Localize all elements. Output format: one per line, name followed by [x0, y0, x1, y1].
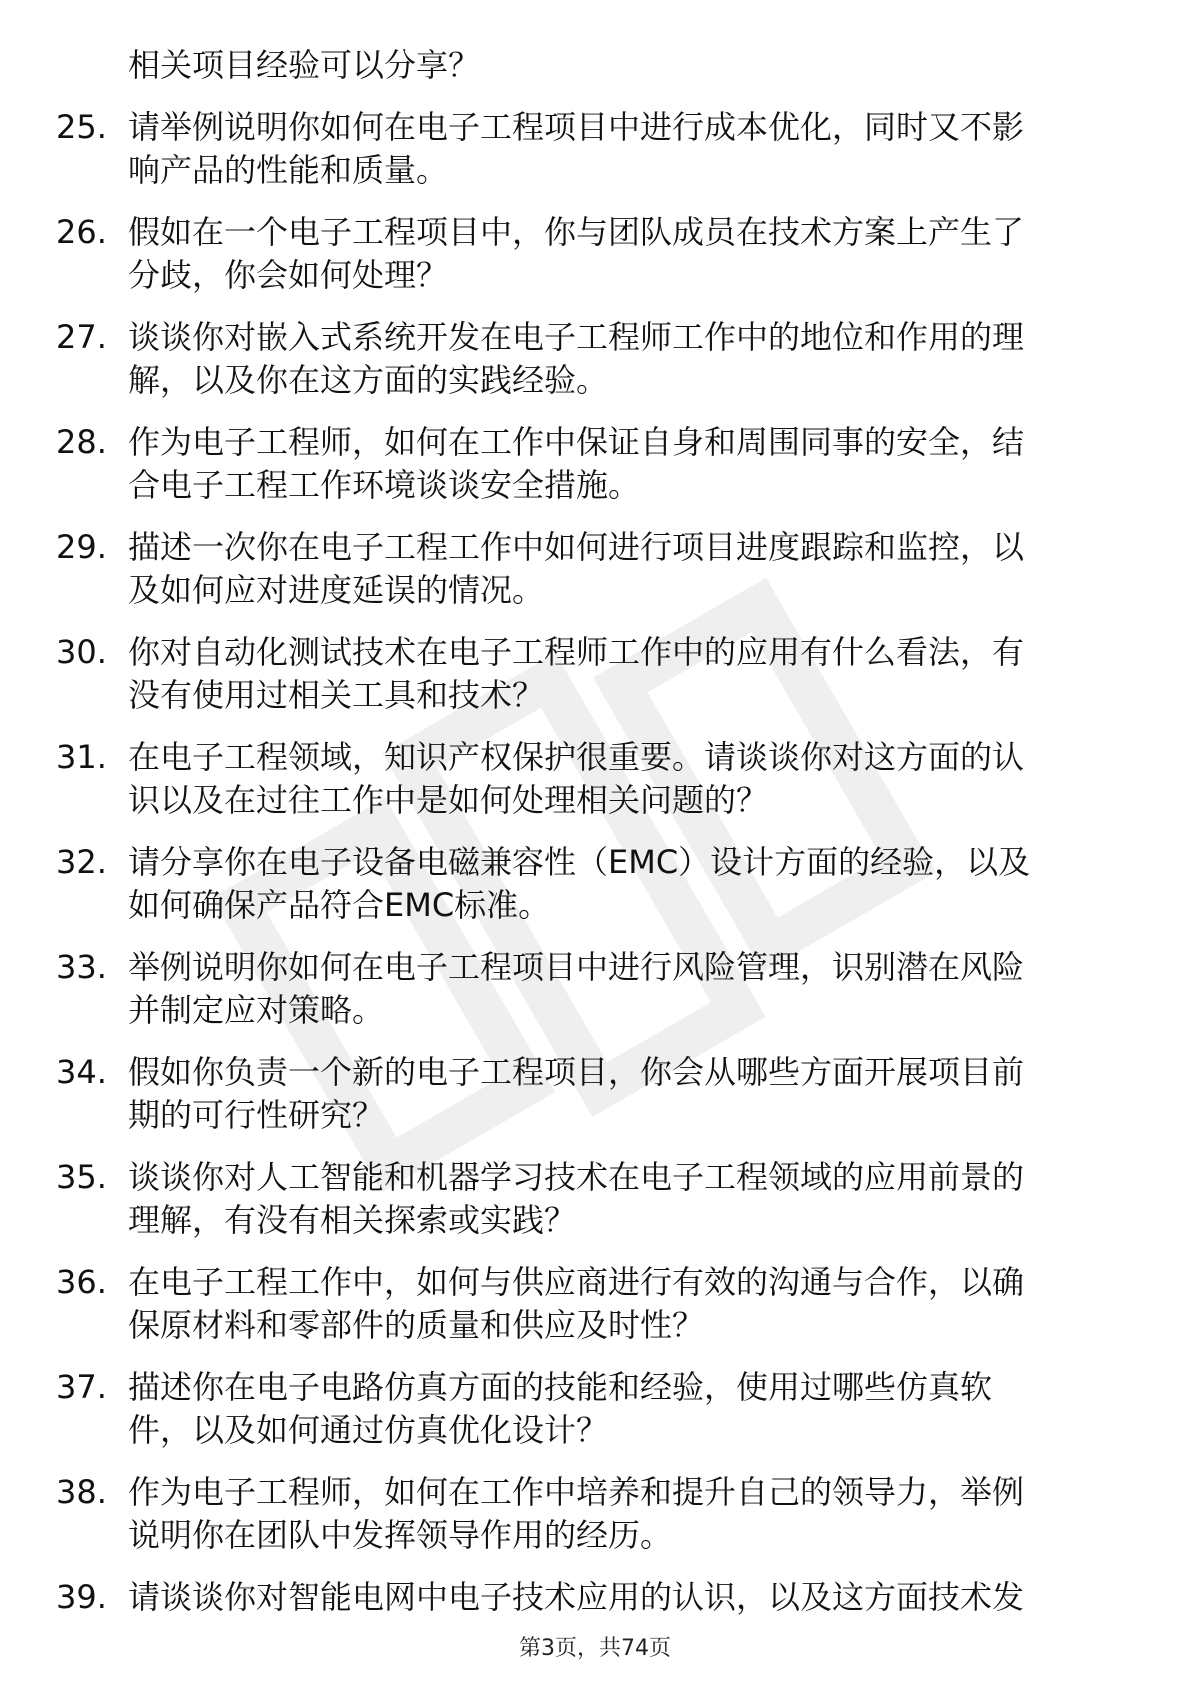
- question-number: 27.: [56, 318, 107, 356]
- question-line: 响产品的性能和质量。: [128, 151, 449, 189]
- question-line: 假如你负责一个新的电子工程项目，你会从哪些方面开展项目前: [128, 1053, 1025, 1091]
- question-number: 34.: [56, 1053, 107, 1091]
- question-number: 36.: [56, 1263, 107, 1301]
- question-line: 分歧，你会如何处理？: [128, 256, 449, 294]
- question-line: 解，以及你在这方面的实践经验。: [128, 361, 609, 399]
- question-line: 件，以及如何通过仿真优化设计？: [128, 1411, 609, 1449]
- list-item: [56, 1471, 1146, 1557]
- question-number: 35.: [56, 1158, 107, 1196]
- question-line: 识以及在过往工作中是如何处理相关问题的？: [128, 781, 769, 819]
- question-text: [128, 736, 1146, 822]
- question-number: 28.: [56, 423, 107, 461]
- question-line: 及如何应对进度延误的情况。: [128, 571, 545, 609]
- question-number: 33.: [56, 948, 107, 986]
- question-number: 25.: [56, 108, 107, 146]
- question-line: 作为电子工程师，如何在工作中培养和提升自己的领导力，举例: [128, 1473, 1025, 1511]
- question-number: 29.: [56, 528, 107, 566]
- question-line: 你对自动化测试技术在电子工程师工作中的应用有什么看法，有: [128, 633, 1025, 671]
- question-text: [128, 316, 1146, 402]
- continuation-line: 相关项目经验可以分享？: [128, 46, 481, 84]
- question-text: [128, 631, 1146, 717]
- question-line: 谈谈你对嵌入式系统开发在电子工程师工作中的地位和作用的理: [128, 318, 1025, 356]
- question-line: 如何确保产品符合EMC标准。: [128, 886, 551, 924]
- question-line: 理解，有没有相关探索或实践？: [128, 1201, 577, 1239]
- list-item: [56, 526, 1146, 612]
- question-line: 没有使用过相关工具和技术？: [128, 676, 545, 714]
- question-line: 请分享你在电子设备电磁兼容性（EMC）设计方面的经验，以及: [128, 843, 1031, 881]
- question-line: 在电子工程工作中，如何与供应商进行有效的沟通与合作，以确: [128, 1263, 1025, 1301]
- question-line: 描述一次你在电子工程工作中如何进行项目进度跟踪和监控，以: [128, 528, 1025, 566]
- question-line: 保原材料和零部件的质量和供应及时性？: [128, 1306, 705, 1344]
- question-line: 请谈谈你对智能电网中电子技术应用的认识，以及这方面技术发: [128, 1578, 1025, 1616]
- list-item: [56, 841, 1146, 927]
- list-item: [56, 1261, 1146, 1347]
- question-line: 并制定应对策略。: [128, 991, 385, 1029]
- list-item: [56, 631, 1146, 717]
- list-item: [56, 1156, 1146, 1242]
- list-item: [56, 736, 1146, 822]
- question-line: 举例说明你如何在电子工程项目中进行风险管理，识别潜在风险: [128, 948, 1025, 986]
- list-item: [56, 1366, 1146, 1452]
- question-line: 在电子工程领域，知识产权保护很重要。请谈谈你对这方面的认: [128, 738, 1025, 776]
- list-item: [56, 946, 1146, 1032]
- question-text: [128, 841, 1146, 927]
- question-text: [128, 1366, 1146, 1452]
- list-item: [56, 1576, 1146, 1619]
- list-item: [56, 316, 1146, 402]
- question-line: 描述你在电子电路仿真方面的技能和经验，使用过哪些仿真软: [128, 1368, 993, 1406]
- question-number: 37.: [56, 1368, 107, 1406]
- question-list: [56, 44, 1146, 1619]
- question-number: 31.: [56, 738, 107, 776]
- question-line: 期的可行性研究？: [128, 1096, 385, 1134]
- question-number: 32.: [56, 843, 107, 881]
- question-text: [128, 526, 1146, 612]
- question-text: [128, 1576, 1146, 1619]
- question-text: [128, 1471, 1146, 1557]
- list-item: [56, 1051, 1146, 1137]
- question-text: [128, 946, 1146, 1032]
- question-text: [128, 211, 1146, 297]
- question-number: 30.: [56, 633, 107, 671]
- question-line: 假如在一个电子工程项目中，你与团队成员在技术方案上产生了: [128, 213, 1025, 251]
- question-line: 请举例说明你如何在电子工程项目中进行成本优化，同时又不影: [128, 108, 1025, 146]
- question-number: 39.: [56, 1578, 107, 1616]
- list-item: [56, 106, 1146, 192]
- question-line: 作为电子工程师，如何在工作中保证自身和周围同事的安全，结: [128, 423, 1025, 461]
- question-line: 谈谈你对人工智能和机器学习技术在电子工程领域的应用前景的: [128, 1158, 1025, 1196]
- question-line: 说明你在团队中发挥领导作用的经历。: [128, 1516, 673, 1554]
- question-number: 38.: [56, 1473, 107, 1511]
- question-text: [128, 1261, 1146, 1347]
- list-item: [56, 421, 1146, 507]
- question-line: 合电子工程工作环境谈谈安全措施。: [128, 466, 641, 504]
- list-item: [56, 211, 1146, 297]
- question-text: [128, 106, 1146, 192]
- question-text: [128, 1156, 1146, 1242]
- question-text: [128, 1051, 1146, 1137]
- page-number: 第3页，共74页: [519, 1636, 671, 1661]
- question-number: 26.: [56, 213, 107, 251]
- question-text: [128, 421, 1146, 507]
